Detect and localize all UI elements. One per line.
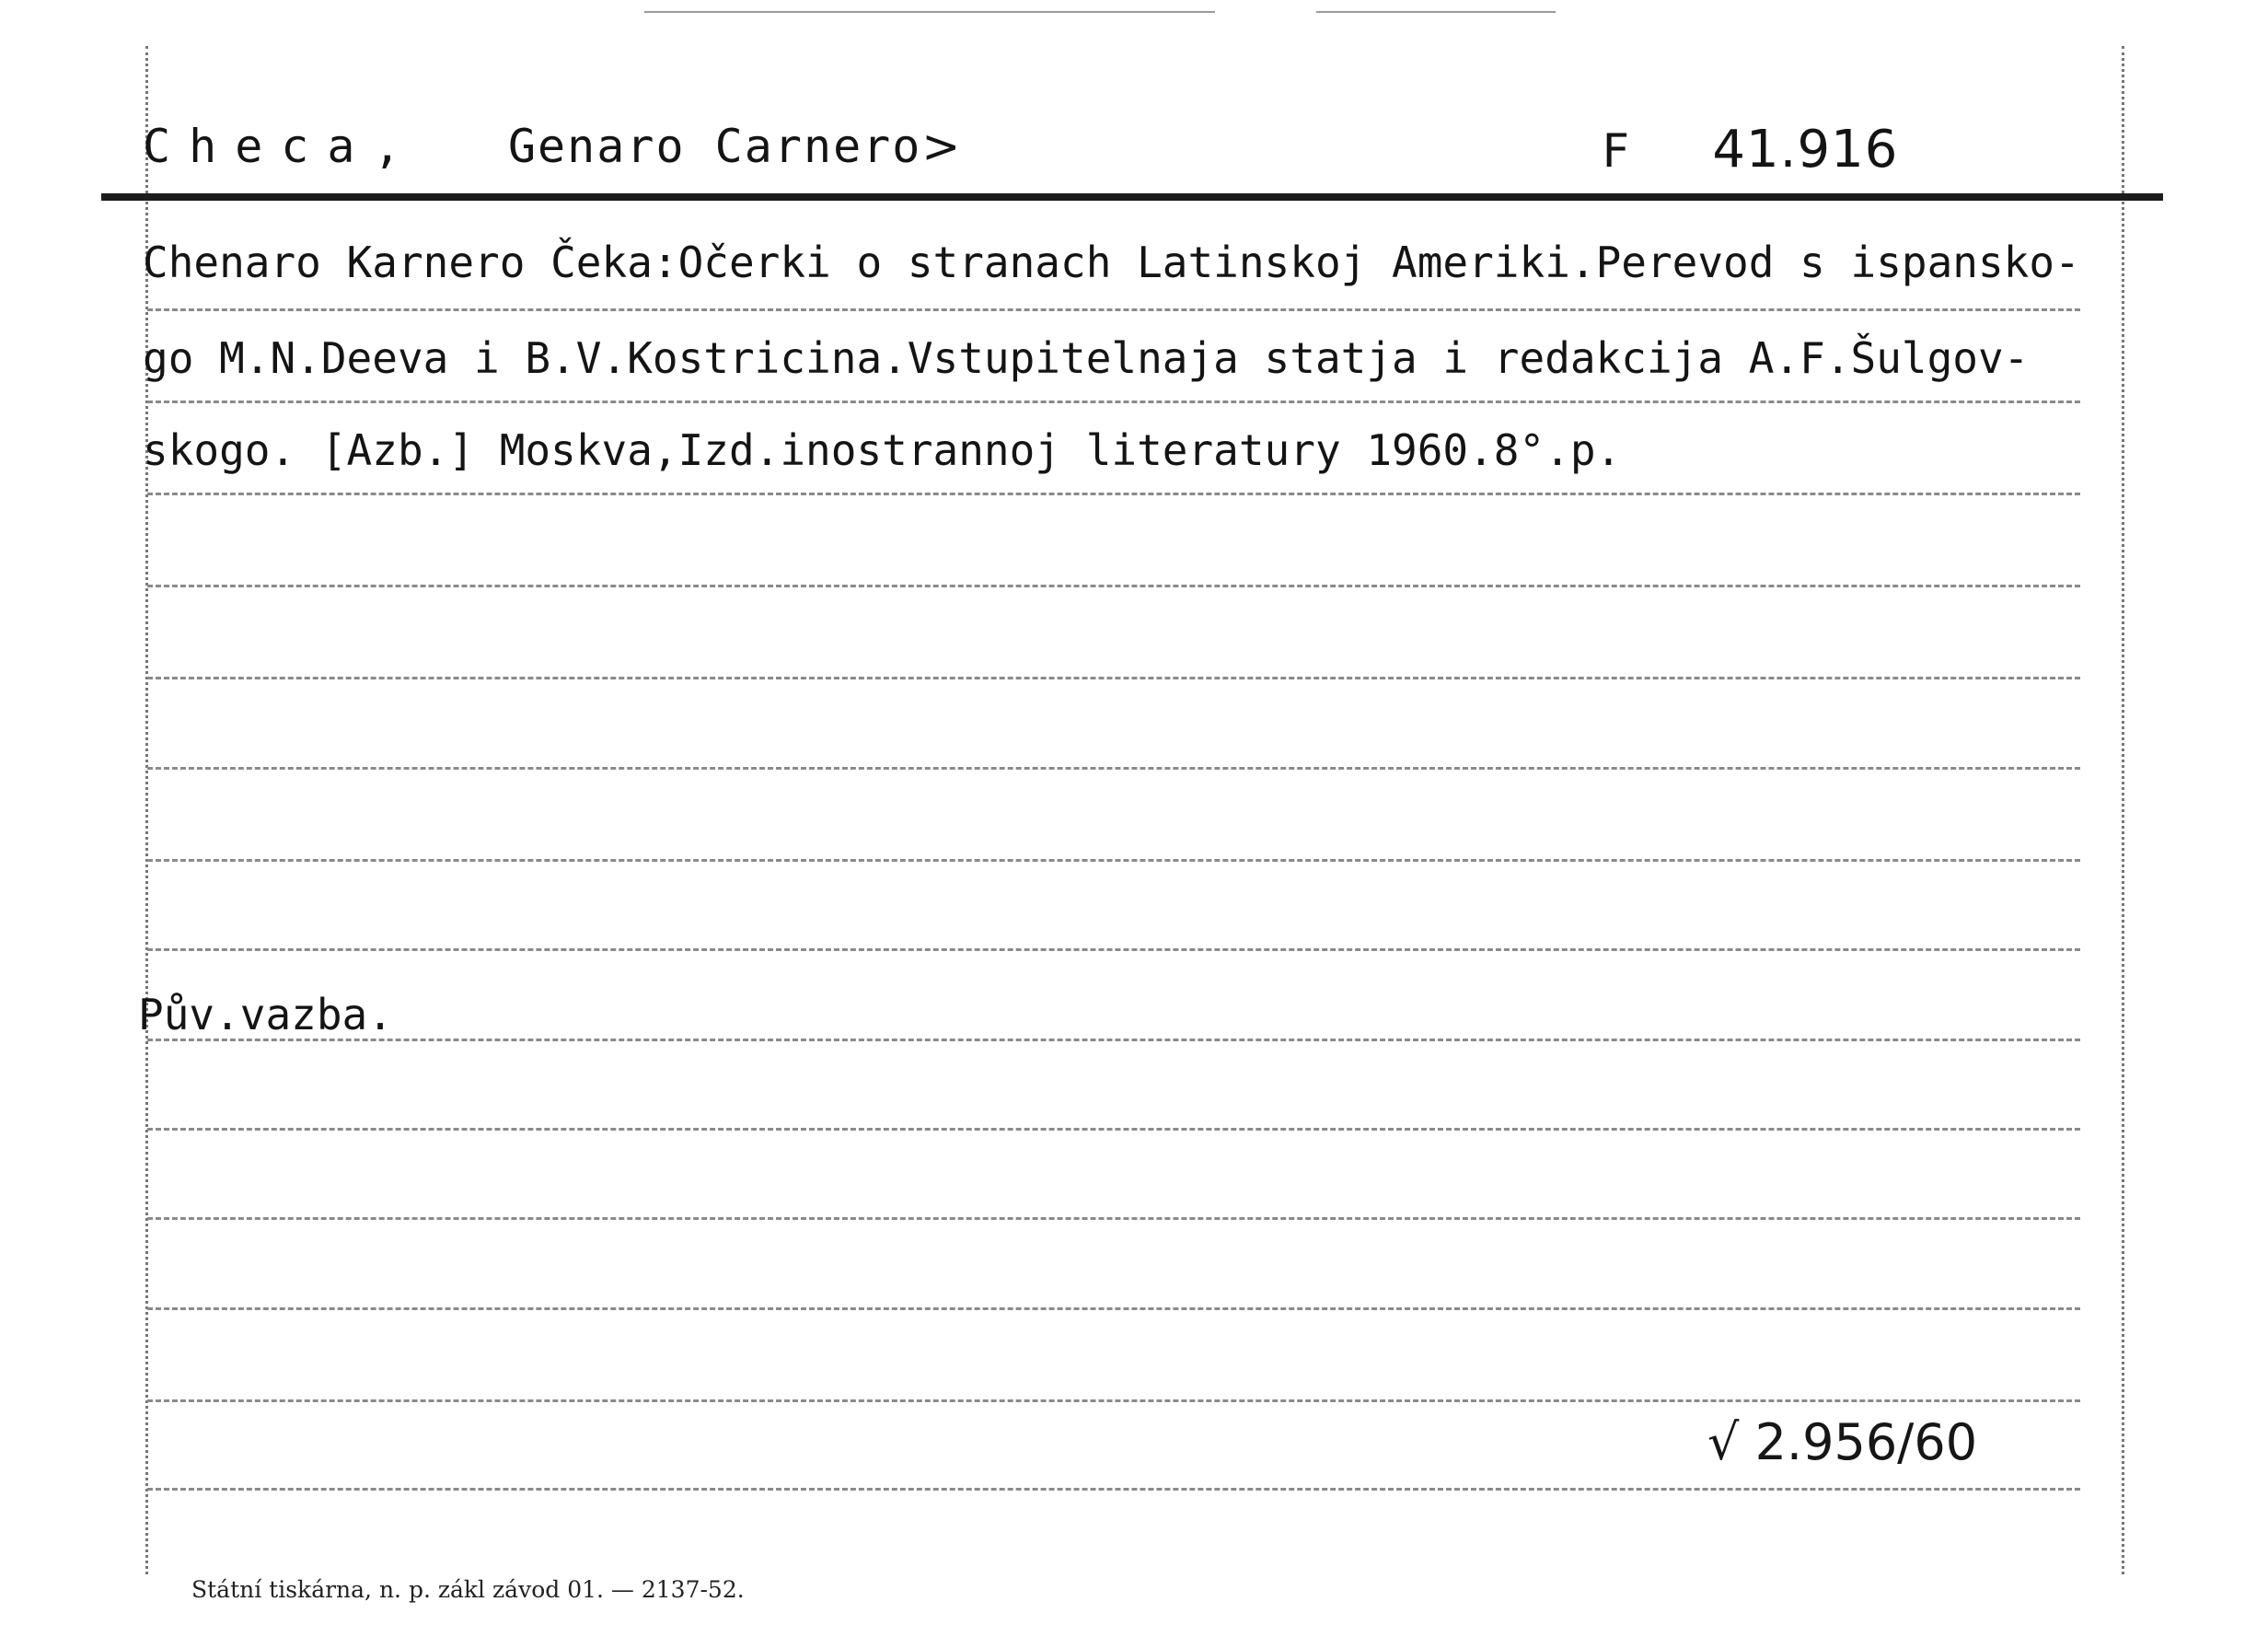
ruled-line <box>147 585 2080 587</box>
ruled-line <box>147 677 2080 679</box>
ruled-line <box>147 1217 2080 1220</box>
ruled-line <box>147 1307 2080 1310</box>
accession-value: 2.956/60 <box>1754 1413 1978 1471</box>
heading-given-names: Genaro Carnero <box>507 120 922 173</box>
ruled-line <box>147 493 2080 495</box>
ruled-line <box>147 1039 2080 1041</box>
printer-imprint: Státní tiskárna, n. p. zákl závod 01. — 2137-52. <box>191 1576 745 1603</box>
binding-note: Pův.vazba. <box>138 990 393 1039</box>
entry-line-2: go M.N.Deeva i B.V.Kostricina.Vstupitelnaja statja i redakcija A.F.Šulgov- <box>143 333 2030 383</box>
shelfmark-number: 41.916 <box>1712 120 1899 180</box>
shelfmark <box>1602 120 1898 180</box>
heading-surname: Checa, <box>143 120 420 173</box>
check-mark: √ <box>1707 1413 1755 1471</box>
ruled-line <box>147 948 2080 951</box>
top-edge-mark <box>644 11 1215 13</box>
ruled-line <box>147 400 2080 403</box>
ruled-line <box>147 1399 2080 1402</box>
entry-line-3: skogo. [Azb.] Moskva,Izd.inostrannoj literatury 1960.8°.p. <box>143 425 1622 475</box>
caret-mark: > <box>921 120 963 173</box>
accession-number <box>1707 1413 1977 1471</box>
heading-rule <box>101 193 2163 201</box>
ruled-line <box>147 1128 2080 1131</box>
heading-name <box>143 120 962 173</box>
ruled-line <box>147 1488 2080 1491</box>
entry-line-1: Chenaro Karnero Čeka:Očerki o stranach Latinskoj Ameriki.Perevod s ispansko- <box>143 238 2080 287</box>
top-edge-mark <box>1316 11 1556 13</box>
ruled-line <box>147 308 2080 311</box>
shelfmark-prefix: F <box>1602 124 1630 178</box>
ruled-line <box>147 767 2080 770</box>
ruled-line <box>147 859 2080 862</box>
right-margin-line <box>2122 46 2124 1574</box>
